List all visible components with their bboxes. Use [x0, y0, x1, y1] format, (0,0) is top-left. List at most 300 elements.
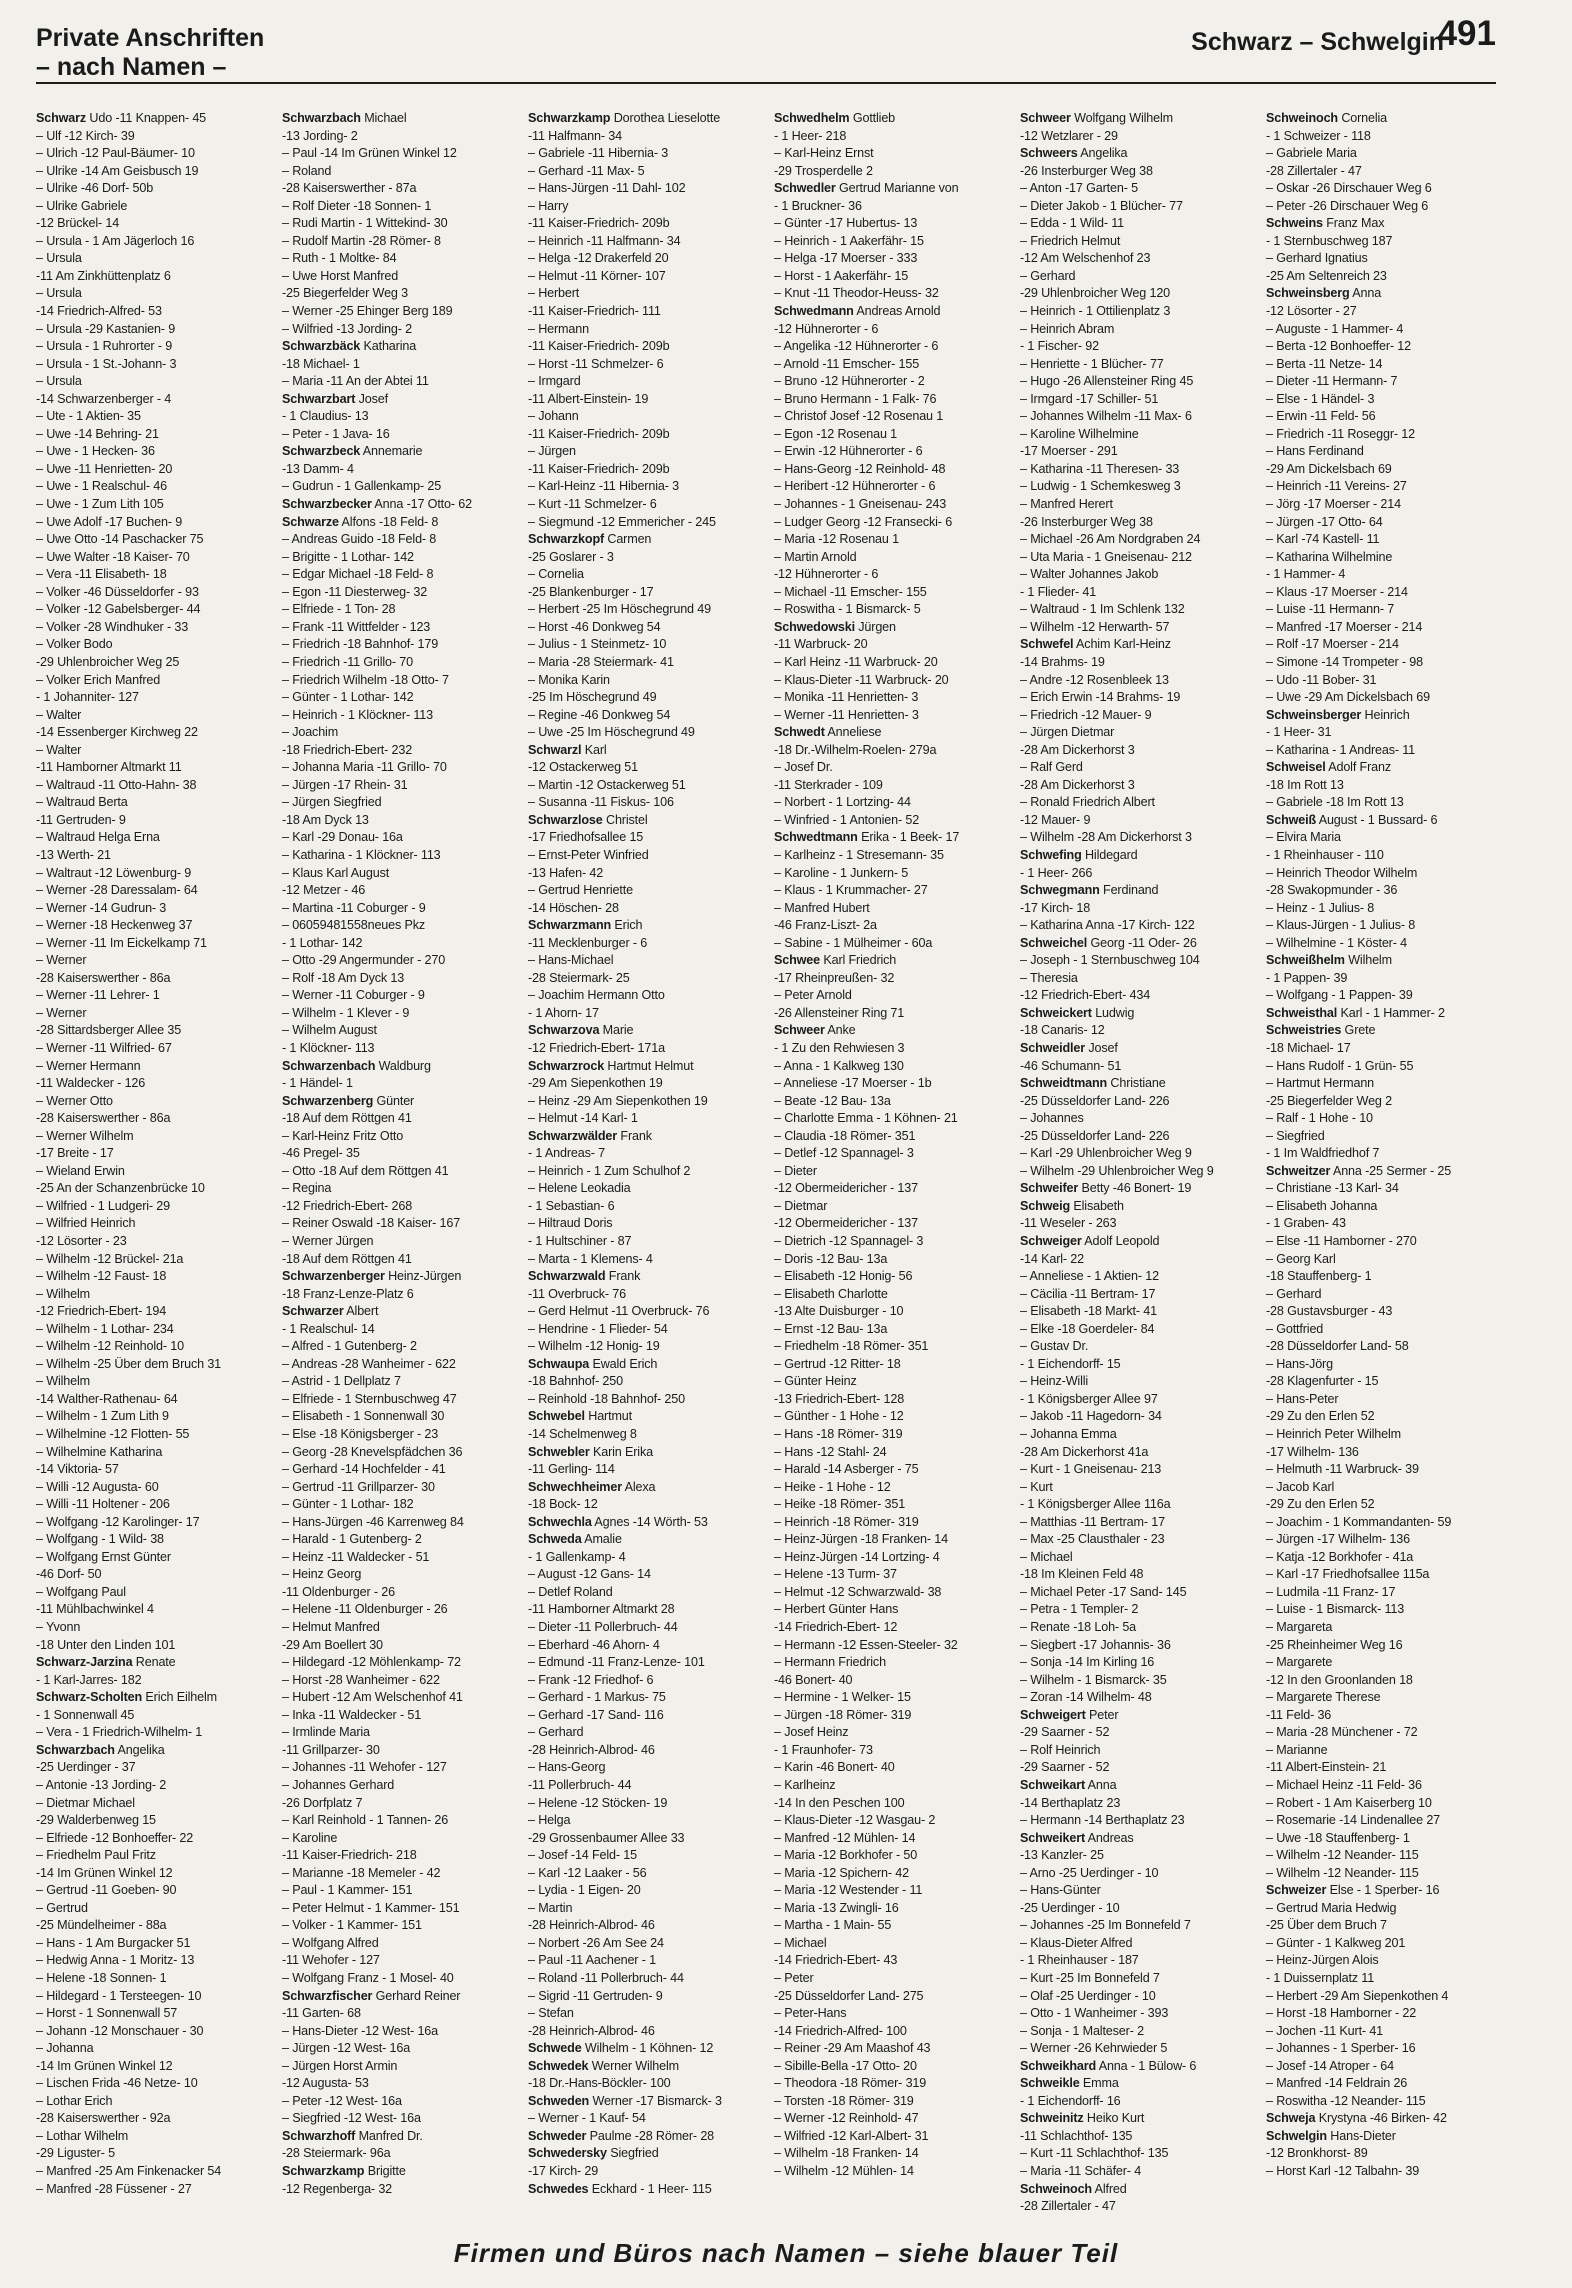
directory-entry [528, 1549, 764, 1567]
entry-text: – Johanna Emma [1020, 1427, 1117, 1442]
directory-entry [1266, 1338, 1502, 1356]
directory-entry [1266, 1531, 1502, 1549]
entry-text: – Doris -12 Bau- 13a [774, 1251, 888, 1266]
entry-text: -28 Heinrich-Albrod- 46 [528, 1918, 655, 1933]
entry-text: – Margarete [1266, 1655, 1333, 1670]
directory-entry [528, 812, 764, 830]
directory-entry [282, 408, 518, 426]
entry-text: – Siegmund -12 Emmericher - 245 [528, 514, 716, 529]
directory-entry [528, 917, 764, 935]
entry-text: – Wilhelm -29 Uhlenbroicher Weg 9 [1020, 1163, 1214, 1178]
entry-text: – Rudolf Martin -28 Römer- 8 [282, 233, 441, 248]
directory-entry [528, 1163, 764, 1181]
directory-entry [528, 303, 764, 321]
entry-text: - 1 Hultschiner - 87 [528, 1234, 632, 1248]
directory-entry [774, 408, 1010, 426]
directory-entry [1266, 672, 1502, 690]
entry-text: – Karl Heinz -11 Warbruck- 20 [774, 654, 938, 669]
directory-entry [1020, 1145, 1256, 1163]
directory-entry [1020, 1917, 1256, 1935]
directory-entry [528, 794, 764, 812]
directory-entry [1020, 970, 1256, 988]
entry-text: -12 Hühnerorter - 6 [774, 321, 879, 336]
directory-entry [282, 145, 518, 163]
entry-text: Frank [617, 1128, 652, 1143]
entry-text: -18 Unter den Linden 101 [36, 1637, 176, 1652]
entry-text: – Susanna -11 Fiskus- 106 [528, 795, 674, 810]
entry-text: - 1 Karl-Jarres- 182 [36, 1672, 142, 1687]
directory-entry [528, 408, 764, 426]
directory-entry [774, 1373, 1010, 1391]
entry-text: -14 Brahms- 19 [1020, 654, 1105, 669]
directory-entry [774, 338, 1010, 356]
entry-text: – Uwe -29 Am Dickelsbach 69 [1266, 690, 1430, 705]
directory-entry [282, 426, 518, 444]
entry-text: – Jürgen -17 Otto- 64 [1266, 514, 1383, 529]
directory-column-4 [774, 110, 1010, 2220]
entry-text: Anna - 1 Bülow- 6 [1096, 2058, 1197, 2073]
entry-text: – Sonja - 1 Malteser- 2 [1020, 2023, 1144, 2038]
entry-text: Christiane [1107, 1076, 1166, 1091]
directory-entry [528, 2181, 764, 2199]
directory-entry [528, 1672, 764, 1690]
entry-text: – Gabriele -18 Im Rott 13 [1266, 795, 1404, 810]
entry-text: – Martin [528, 1900, 573, 1915]
entry-text: – Volker -28 Windhuker - 33 [36, 619, 189, 634]
directory-entry [282, 2075, 518, 2093]
directory-entry [282, 1286, 518, 1304]
directory-entry [1020, 1198, 1256, 1216]
directory-entry [528, 2110, 764, 2128]
entry-text: -14 Viktoria- 57 [36, 1462, 119, 1477]
entry-text: – Karl -29 Donau- 16a [282, 830, 403, 845]
directory-entry [36, 1461, 272, 1479]
entry-text: – Wolfgang - 1 Wild- 38 [36, 1532, 164, 1547]
entry-text: -12 Augusta- 53 [282, 2076, 369, 2091]
directory-entry [1020, 1847, 1256, 1865]
entry-text: Else - 1 Sperber- 16 [1326, 1883, 1440, 1898]
directory-entry [774, 1426, 1010, 1444]
directory-entry [36, 812, 272, 830]
entry-text: - 1 Rheinhauser - 187 [1020, 1953, 1139, 1968]
entry-text: – Roland -11 Pollerbruch- 44 [528, 1970, 684, 1985]
directory-entry [1266, 1163, 1502, 1181]
directory-entry [282, 2040, 518, 2058]
directory-entry [1020, 882, 1256, 900]
entry-text: – Werner -11 Wilfried- 67 [36, 1040, 172, 1055]
entry-text: – Walter Johannes Jakob [1020, 567, 1159, 582]
surname-heading: Schweja [1266, 2111, 1316, 2126]
directory-entry [282, 1110, 518, 1128]
directory-entry [774, 654, 1010, 672]
directory-entry [774, 1180, 1010, 1198]
surname-heading: Schwarzbach [282, 111, 361, 125]
directory-entry [1020, 1251, 1256, 1269]
entry-text: – Heinz-Willi [1020, 1374, 1089, 1389]
directory-entry [528, 1110, 764, 1128]
directory-entry [774, 1900, 1010, 1918]
directory-entry [774, 1251, 1010, 1269]
entry-text: - 1 Sonnenwall 45 [36, 1707, 135, 1722]
directory-entry [1020, 812, 1256, 830]
entry-text: – Ludmila -11 Franz- 17 [1266, 1584, 1396, 1599]
entry-text: – Wilhelm -28 Am Dickerhorst 3 [1020, 830, 1192, 845]
directory-column-1 [36, 110, 272, 2220]
directory-entry [774, 987, 1010, 1005]
directory-entry [774, 636, 1010, 654]
entry-text: – Else -18 Königsberger - 23 [282, 1427, 439, 1442]
directory-entry [528, 1689, 764, 1707]
directory-entry [774, 900, 1010, 918]
directory-entry [36, 1830, 272, 1848]
entry-text: - 1 Königsberger Allee 97 [1020, 1391, 1158, 1406]
entry-text: – Gerhard Ignatius [1266, 251, 1368, 266]
directory-entry [774, 128, 1010, 146]
directory-entry [528, 1215, 764, 1233]
directory-entry [1266, 1742, 1502, 1760]
directory-entry [282, 1795, 518, 1813]
directory-entry [36, 917, 272, 935]
directory-entry [1020, 1391, 1256, 1409]
entry-text: – Helmut -14 Karl- 1 [528, 1111, 638, 1126]
directory-entry [1020, 1654, 1256, 1672]
entry-text: – Uwe - 1 Zum Lith 105 [36, 497, 164, 512]
entry-text: -28 Gustavsburger - 43 [1266, 1304, 1393, 1319]
directory-entry [36, 443, 272, 461]
entry-text: Ewald Erich [589, 1356, 658, 1371]
entry-text: – Johannes Gerhard [282, 1777, 395, 1792]
entry-text: – Ursula - 1 Am Jägerloch 16 [36, 233, 195, 248]
entry-text: – Heike -18 Römer- 351 [774, 1497, 906, 1512]
directory-entry [1266, 2040, 1502, 2058]
entry-text: – Lothar Wilhelm [36, 2128, 129, 2143]
entry-text: – Wilhelm -12 Neander- 115 [1266, 1848, 1419, 1863]
directory-entry [1020, 1093, 1256, 1111]
directory-entry [36, 1988, 272, 2006]
entry-text: – Uwe Otto -14 Paschacker 75 [36, 532, 204, 547]
directory-entry [36, 707, 272, 725]
entry-text: – Heinrich Abram [1020, 321, 1115, 336]
entry-text: – Wilhelm -12 Reinhold- 10 [36, 1339, 184, 1354]
entry-text: – Hermann -14 Berthaplatz 23 [1020, 1813, 1185, 1828]
directory-entry [528, 2145, 764, 2163]
directory-entry [774, 250, 1010, 268]
directory-entry [774, 478, 1010, 496]
entry-text: – Günter - 1 Kalkweg 201 [1266, 1935, 1406, 1950]
entry-text: - 1 Sebastian- 6 [528, 1198, 615, 1213]
entry-text: – Peter - 1 Java- 16 [282, 426, 390, 441]
directory-entry [1020, 1233, 1256, 1251]
directory-entry [1266, 900, 1502, 918]
directory-entry [36, 847, 272, 865]
directory-entry [282, 1461, 518, 1479]
entry-text: -11 Feld- 36 [1266, 1707, 1332, 1722]
entry-text: – Oskar -26 Dirschauer Weg 6 [1266, 181, 1432, 196]
entry-text: -46 Dorf- 50 [36, 1567, 102, 1582]
entry-text: – Hans -18 Römer- 319 [774, 1427, 903, 1442]
entry-text: – Michael [1020, 1549, 1073, 1564]
directory-entry [36, 1900, 272, 1918]
directory-entry [774, 1444, 1010, 1462]
entry-text: - 1 Heer- 218 [774, 128, 847, 143]
directory-entry [282, 970, 518, 988]
entry-text: – Katharina - 1 Klöckner- 113 [282, 847, 441, 862]
directory-entry [528, 829, 764, 847]
entry-text: – 06059481558neues Pkz [282, 918, 426, 933]
directory-entry [774, 1408, 1010, 1426]
surname-heading: Schweizer [1266, 1883, 1327, 1898]
directory-entry [36, 1268, 272, 1286]
directory-entry [528, 566, 764, 584]
entry-text: Angelika [114, 1742, 165, 1757]
directory-entry [1020, 461, 1256, 479]
entry-text: Amalie [581, 1532, 622, 1547]
directory-entry [36, 1935, 272, 1953]
entry-text: – Werner -11 Henrietten- 3 [774, 707, 919, 722]
entry-text: -12 Friedrich-Ebert- 434 [1020, 988, 1151, 1003]
directory-entry [282, 812, 518, 830]
directory-entry [528, 777, 764, 795]
directory-entry [1020, 198, 1256, 216]
directory-entry [282, 1935, 518, 1953]
directory-entry [1020, 1549, 1256, 1567]
directory-entry [528, 1742, 764, 1760]
entry-text: – Stefan [528, 2006, 574, 2021]
directory-entry [1266, 163, 1502, 181]
directory-entry [36, 531, 272, 549]
entry-text: – Herbert -29 Am Siepenkothen 4 [1266, 1988, 1449, 2003]
directory-entry [282, 1180, 518, 1198]
entry-text: – Karlheinz [774, 1777, 836, 1792]
directory-entry [774, 1970, 1010, 1988]
directory-entry [36, 215, 272, 233]
entry-text: – Max -25 Clausthaler - 23 [1020, 1532, 1165, 1547]
entry-text: -14 Friedrich-Alfred- 100 [774, 2023, 907, 2038]
entry-text: – Jörg -17 Moerser - 214 [1266, 497, 1401, 512]
entry-text: – Torsten -18 Römer- 319 [774, 2093, 914, 2108]
directory-entry [36, 2145, 272, 2163]
directory-entry [282, 2128, 518, 2146]
directory-entry [528, 549, 764, 567]
entry-text: -25 Biegerfelder Weg 2 [1266, 1093, 1392, 1108]
directory-entry [36, 373, 272, 391]
surname-heading: Schweidler [1020, 1040, 1085, 1055]
entry-text: – Waltraud -11 Otto-Hahn- 38 [36, 777, 197, 792]
directory-entry [282, 163, 518, 181]
directory-entry [528, 514, 764, 532]
directory-entry [528, 163, 764, 181]
directory-entry [774, 1321, 1010, 1339]
entry-text: – Wilhelm -12 Neander- 115 [1266, 1865, 1419, 1880]
directory-entry [1266, 1707, 1502, 1725]
entry-text: – Wilhelm -12 Faust- 18 [36, 1269, 167, 1284]
surname-heading: Schweitzer [1266, 1163, 1331, 1178]
directory-entry [36, 268, 272, 286]
entry-text: Hans-Dieter [1326, 2128, 1396, 2143]
entry-text: – Wolfgang Paul [36, 1584, 126, 1599]
entry-text: – Johannes - 1 Sperber- 16 [1266, 2041, 1416, 2056]
directory-entry [282, 2110, 518, 2128]
surname-heading: Schwee [774, 953, 821, 968]
directory-entry [528, 654, 764, 672]
entry-text: – Werner [36, 953, 87, 968]
entry-text: – Helga [528, 1813, 571, 1828]
directory-entry [36, 1759, 272, 1777]
entry-text: - 1 Bruckner- 36 [774, 198, 862, 213]
directory-entry [282, 1514, 518, 1532]
entry-text: – Wilhelmine Katharina [36, 1444, 163, 1459]
directory-entry [1266, 2075, 1502, 2093]
directory-entry [36, 163, 272, 181]
entry-text: – Josef Dr. [774, 760, 833, 775]
directory-entry [1266, 2058, 1502, 2076]
directory-entry [1020, 759, 1256, 777]
entry-text: – Andre -12 Rosenbleek 13 [1020, 672, 1169, 687]
directory-entry [282, 1040, 518, 1058]
entry-text: – Peter -12 West- 16a [282, 2093, 402, 2108]
directory-entry [282, 1601, 518, 1619]
directory-entry [1266, 1391, 1502, 1409]
directory-entry [528, 601, 764, 619]
directory-entry [36, 794, 272, 812]
entry-text: – Antonie -13 Jording- 2 [36, 1777, 167, 1792]
entry-text: – Johannes Wilhelm -11 Max- 6 [1020, 409, 1192, 424]
directory-entry [774, 1496, 1010, 1514]
entry-text: – Wilhelm - 1 Lothar- 234 [36, 1321, 174, 1336]
surname-heading: Schweers [1020, 146, 1078, 161]
entry-text: – Vera -11 Elisabeth- 18 [36, 567, 167, 582]
entry-text: – Paul - 1 Kammer- 151 [282, 1883, 413, 1898]
entry-text: -28 Kaiserswerther - 86a [36, 1111, 171, 1126]
entry-text: -25 Biegerfelder Weg 3 [282, 286, 408, 301]
entry-text: – Herbert Günter Hans [774, 1602, 899, 1617]
directory-entry [774, 1356, 1010, 1374]
entry-text: -28 Düsseldorfer Land- 58 [1266, 1339, 1409, 1354]
entry-text: – Anna - 1 Kalkweg 130 [774, 1058, 904, 1073]
directory-entry [36, 1812, 272, 1830]
entry-text: Emma [1079, 2076, 1119, 2091]
directory-entry [282, 1426, 518, 1444]
directory-entry [36, 1882, 272, 1900]
directory-entry [774, 531, 1010, 549]
entry-text: – Friedrich -12 Mauer- 9 [1020, 707, 1152, 722]
directory-entry [36, 1373, 272, 1391]
surname-heading: Schwarzenberg [282, 1093, 374, 1108]
directory-entry [282, 566, 518, 584]
entry-text: -14 Höschen- 28 [528, 900, 619, 915]
directory-entry [774, 1707, 1010, 1725]
directory-entry [282, 1303, 518, 1321]
directory-entry [774, 2110, 1010, 2128]
entry-text: – Christof Josef -12 Rosenau 1 [774, 409, 944, 424]
directory-entry [1266, 1286, 1502, 1304]
entry-text: Erich [611, 918, 643, 933]
directory-entry [528, 1707, 764, 1725]
entry-text: – Gertrud [36, 1900, 88, 1915]
entry-text: Brigitte [364, 2163, 406, 2178]
entry-text: Albert [343, 1304, 379, 1319]
directory-entry [282, 1373, 518, 1391]
entry-text: - 1 Duissernplatz 11 [1266, 1970, 1375, 1985]
directory-entry [528, 1391, 764, 1409]
section-title-line1: Private Anschriften [36, 24, 265, 52]
entry-text: – Gerhard [528, 1725, 584, 1740]
entry-text: – Heinz-Jürgen -14 Lortzing- 4 [774, 1549, 940, 1564]
entry-text: -17 Wilhelm- 136 [1266, 1444, 1359, 1459]
directory-entry [1020, 1110, 1256, 1128]
directory-entry [36, 1707, 272, 1725]
entry-text: -11 Sterkrader - 109 [774, 777, 883, 792]
directory-entry [528, 1251, 764, 1269]
entry-text: - 1 Gallenkamp- 4 [528, 1549, 626, 1564]
entry-text: - 1 Sternbuschweg 187 [1266, 233, 1393, 248]
directory-entry [1020, 1444, 1256, 1462]
directory-entry [36, 865, 272, 883]
entry-text: Anneliese [824, 725, 882, 740]
directory-entry [774, 268, 1010, 286]
entry-text: – Gertrud Henriette [528, 883, 633, 898]
entry-text: – Heinz -11 Waldecker - 51 [282, 1549, 430, 1564]
entry-text: -28 Kaiserswerther - 92a [36, 2111, 171, 2126]
directory-entry [282, 1619, 518, 1637]
entry-text: -11 Hamborner Altmarkt 11 [36, 760, 182, 775]
entry-text: – Harry [528, 198, 569, 213]
directory-entry [1020, 1005, 1256, 1023]
entry-text: – Manfred -12 Mühlen- 14 [774, 1830, 916, 1845]
entry-text: -12 Hühnerorter - 6 [774, 567, 879, 582]
entry-text: – Horst -46 Donkweg 54 [528, 619, 661, 634]
directory-entry [1020, 180, 1256, 198]
entry-text: Karl Friedrich [820, 953, 897, 968]
entry-text: -12 Mauer- 9 [1020, 812, 1091, 827]
directory-entry [774, 285, 1010, 303]
directory-entry [1020, 1373, 1256, 1391]
directory-entry [36, 478, 272, 496]
entry-text: – Hildegard - 1 Tersteegen- 10 [36, 1988, 202, 2003]
directory-entry [1266, 882, 1502, 900]
entry-text: -28 Heinrich-Albrod- 46 [528, 1742, 655, 1757]
entry-text: – Jürgen Dietmar [1020, 725, 1115, 740]
surname-heading: Schweigert [1020, 1707, 1086, 1722]
entry-text: – Regine -46 Donkweg 54 [528, 707, 671, 722]
directory-entry [774, 952, 1010, 970]
entry-text: – Hans-Michael [528, 953, 614, 968]
directory-entry [36, 1233, 272, 1251]
directory-entry [774, 215, 1010, 233]
directory-entry [774, 1847, 1010, 1865]
directory-entry [1020, 233, 1256, 251]
directory-entry [1020, 1040, 1256, 1058]
directory-entry [1020, 584, 1256, 602]
directory-entry [774, 1110, 1010, 1128]
entry-text: -28 Steiermark- 96a [282, 2146, 391, 2161]
entry-text: – Manfred -14 Feldrain 26 [1266, 2076, 1408, 2091]
entry-text: -28 Am Dickerhorst 41a [1020, 1444, 1149, 1459]
entry-text: – Roswitha -12 Neander- 115 [1266, 2093, 1426, 2108]
surname-heading: Schwarz-Jarzina [36, 1655, 133, 1670]
entry-text: – Andreas Guido -18 Feld- 8 [282, 532, 437, 547]
entry-text: – Wilhelm -12 Brückel- 21a [36, 1251, 184, 1266]
entry-text: -17 Friedhofsallee 15 [528, 830, 644, 845]
entry-text: -13 Alte Duisburger - 10 [774, 1304, 904, 1319]
directory-entry [36, 1619, 272, 1637]
entry-text: -12 Brückel- 14 [36, 216, 120, 231]
entry-text: -25 Düsseldorfer Land- 226 [1020, 1128, 1170, 1143]
entry-text: -14 Berthaplatz 23 [1020, 1795, 1121, 1810]
directory-entry [1020, 2005, 1256, 2023]
entry-text: Achim Karl-Heinz [1073, 637, 1171, 652]
directory-entry [528, 1145, 764, 1163]
